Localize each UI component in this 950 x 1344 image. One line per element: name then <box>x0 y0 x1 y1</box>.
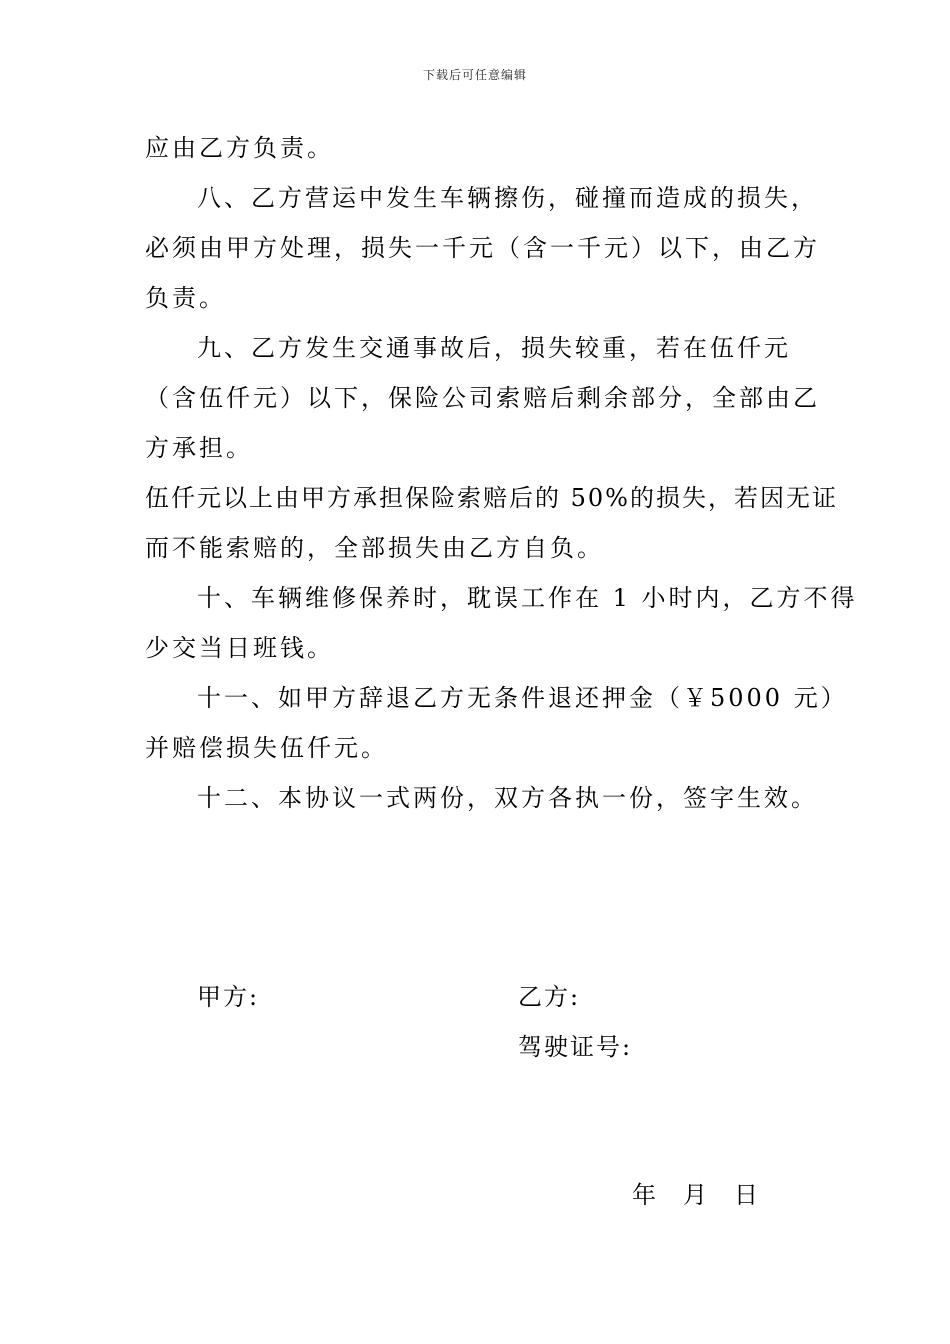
clause-line: 负责。 <box>145 284 226 312</box>
clause-line: 而不能索赔的，全部损失由乙方自负。 <box>145 534 604 562</box>
clause-12-line: 十二、本协议一式两份，双方各执一份，签字生效。 <box>197 784 818 812</box>
date-day: 日 <box>734 1181 758 1209</box>
clause-8-line: 八、乙方营运中发生车辆擦伤，碰撞而造成的损失， <box>197 184 818 212</box>
party-b-label: 乙方: <box>518 983 581 1011</box>
clause-line: 少交当日班钱。 <box>145 634 334 662</box>
clause-11-line: 十一、如甲方辞退乙方无条件退还押金（￥5000 元） <box>197 684 848 712</box>
license-number-label: 驾驶证号: <box>518 1033 633 1061</box>
clause-line: 应由乙方负责。 <box>145 134 334 162</box>
party-a-label: 甲方: <box>197 983 260 1011</box>
date-month: 月 <box>683 1181 707 1209</box>
page-header: 下载后可任意编辑 <box>422 68 527 82</box>
date-year: 年 <box>632 1181 656 1209</box>
clause-line: （含伍仟元）以下，保险公司索赔后剩余部分，全部由乙 <box>145 384 820 412</box>
clause-line: 并赔偿损失伍仟元。 <box>145 734 388 762</box>
clause-line: 必须由甲方处理，损失一千元（含一千元）以下，由乙方 <box>145 234 820 262</box>
clause-line: 伍仟元以上由甲方承担保险索赔后的 50%的损失，若因无证 <box>145 484 838 512</box>
clause-line: 方承担。 <box>145 434 253 462</box>
clause-10-line: 十、车辆维修保养时，耽误工作在 1 小时内，乙方不得 <box>197 584 858 612</box>
clause-9-line: 九、乙方发生交通事故后，损失较重，若在伍仟元 <box>197 334 791 362</box>
